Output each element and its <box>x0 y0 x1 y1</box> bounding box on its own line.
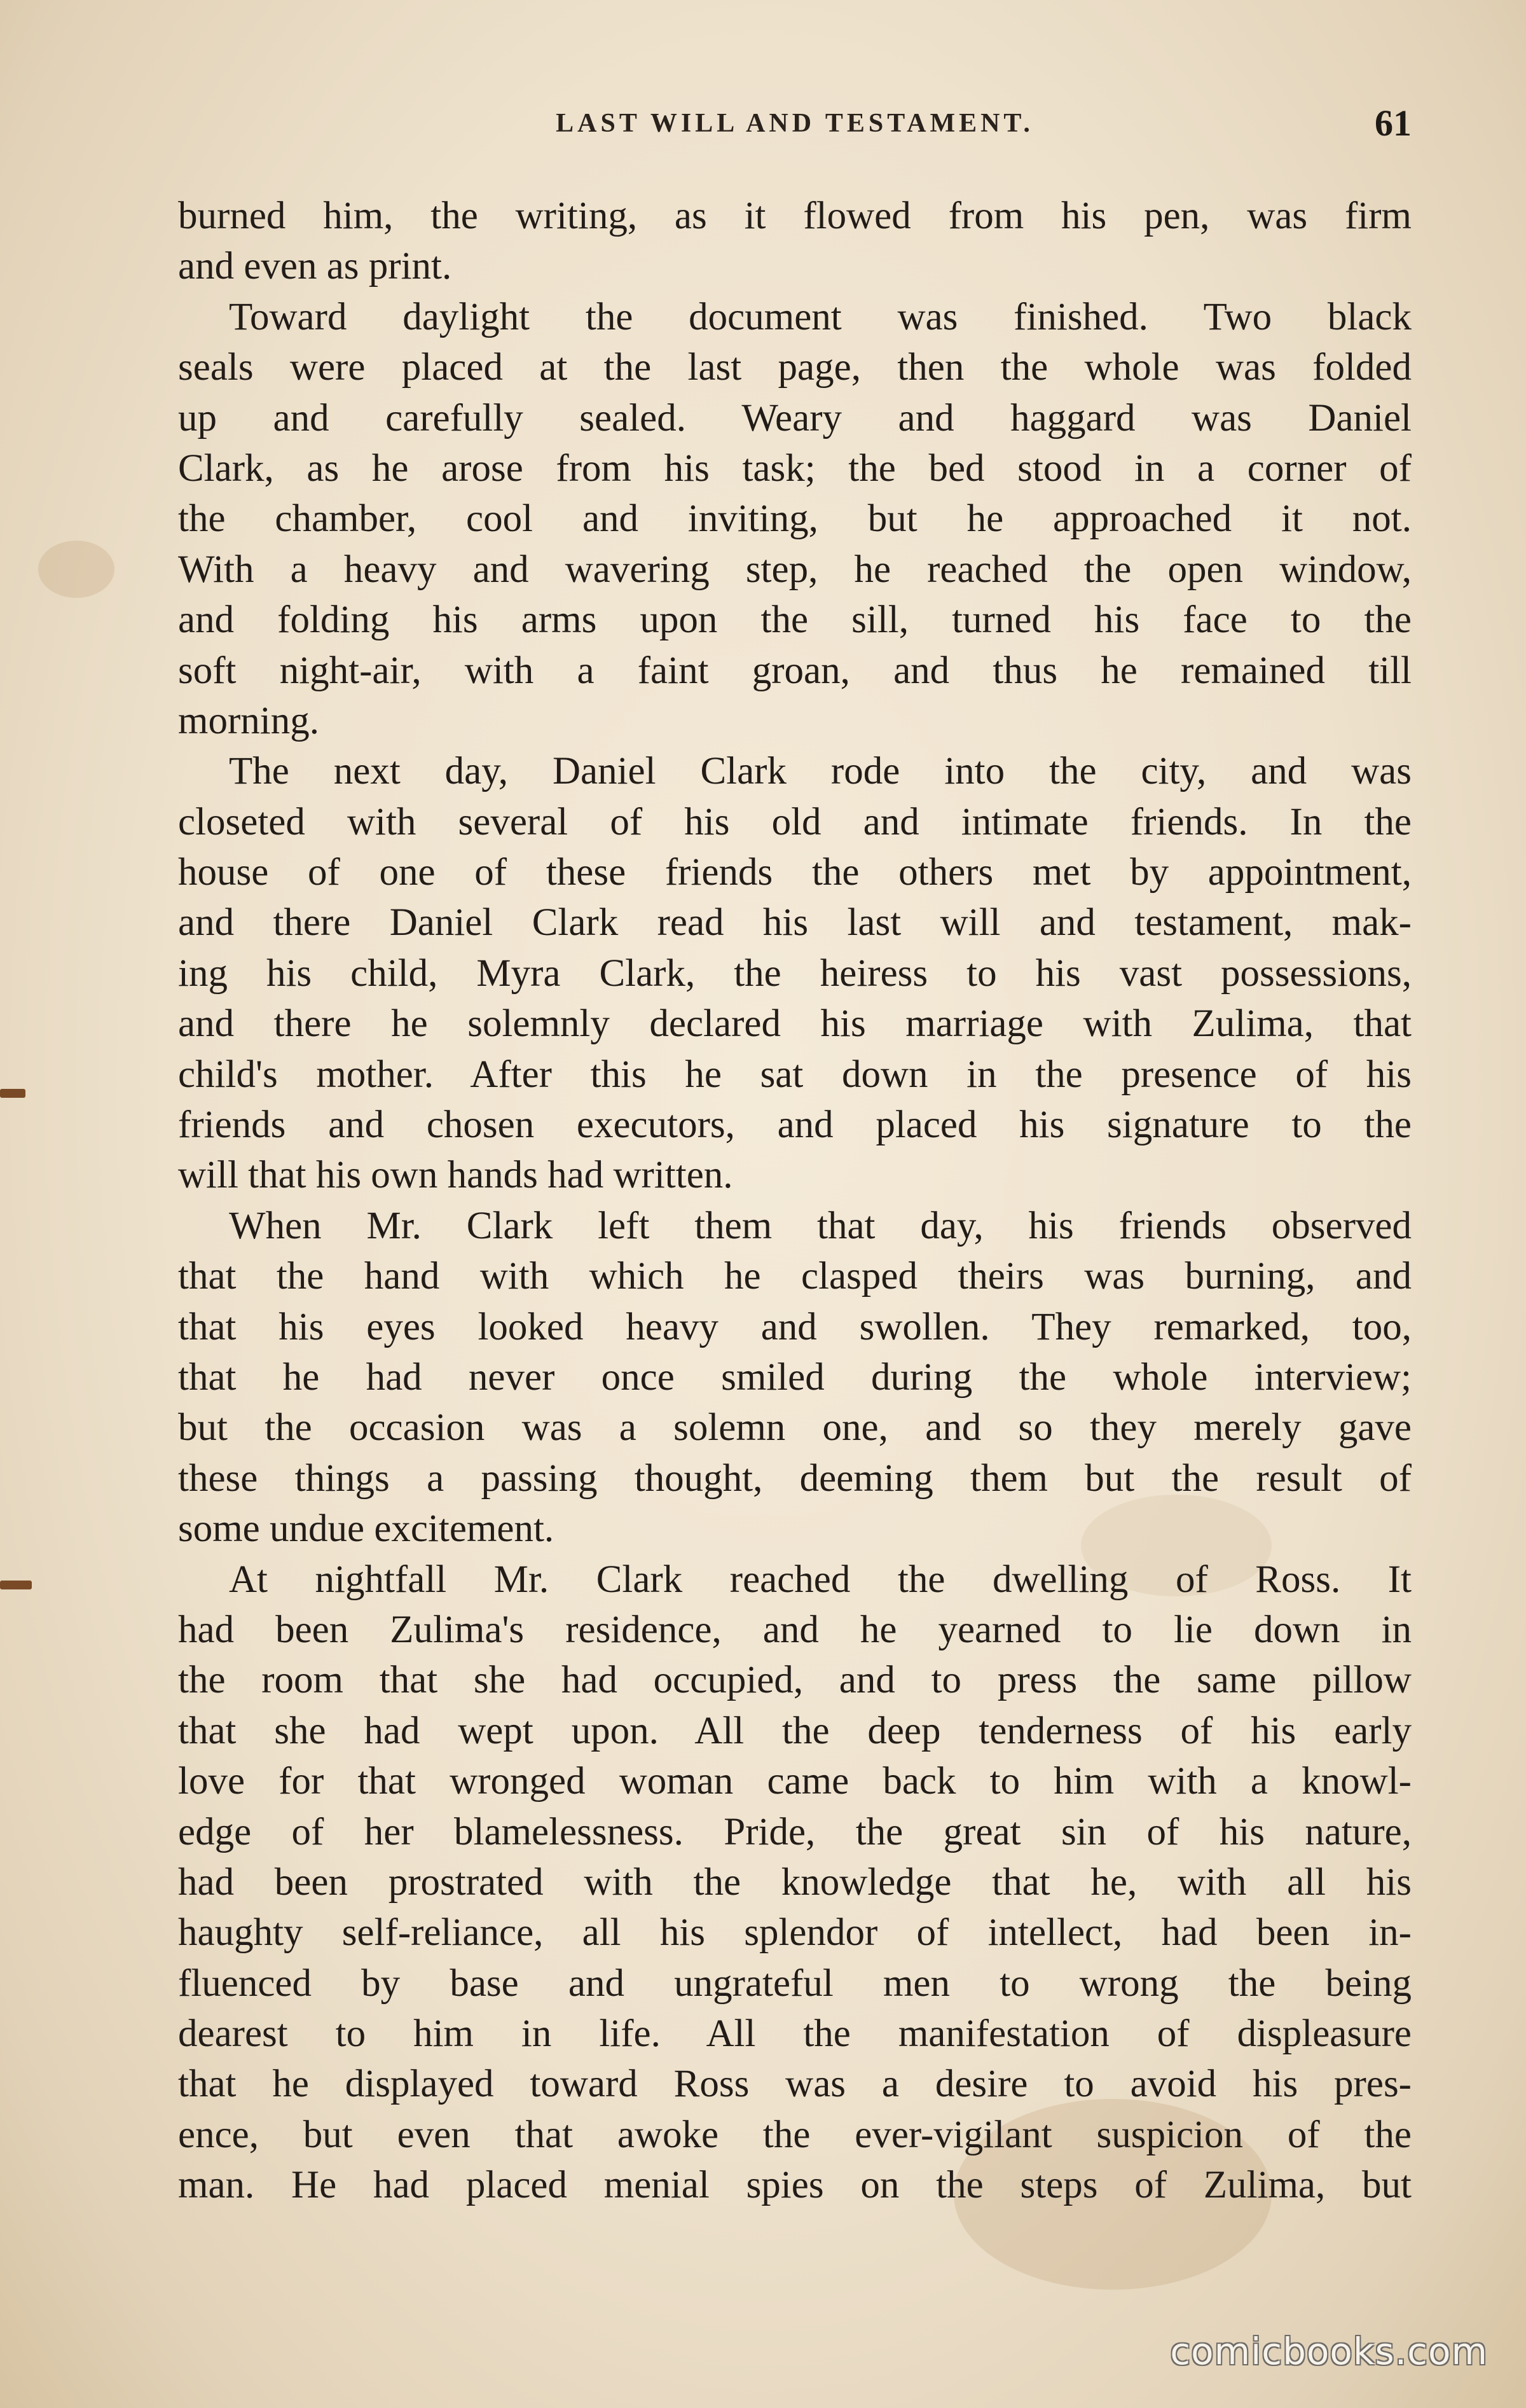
text-line: seals were placed at the last page, then the whole was folded <box>178 346 1412 389</box>
text-line: Clark, as he arose from his task; the bed stood in a corner of <box>178 446 1412 490</box>
running-title: LAST WILL AND TESTAMENT. <box>556 109 1034 138</box>
text-line: and there Daniel Clark read his last will and testament, mak- <box>178 901 1412 945</box>
running-head <box>178 95 1412 153</box>
text-line: With a heavy and wavering step, he reached the open window, <box>178 548 1412 591</box>
text-line: the chamber, cool and inviting, but he approached it not. <box>178 497 1412 541</box>
text-line: that he displayed toward Ross was a desire to avoid his pres- <box>178 2063 1412 2106</box>
page-edge-mark <box>0 1089 25 1098</box>
text-line: house of one of these friends the others met by appointment, <box>178 851 1412 894</box>
text-line: ence, but even that awoke the ever-vigilant suspicion of the <box>178 2113 1412 2156</box>
text-line: burned him, the writing, as it flowed from his pen, was firm <box>178 195 1412 237</box>
text-line: soft night-air, with a faint groan, and thus he remained till <box>178 649 1412 692</box>
text-line: and even as print. <box>178 245 452 288</box>
text-line: these things a passing thought, deeming them but the result of <box>178 1457 1412 1500</box>
text-line: that the hand with which he clasped theirs was burning, and <box>178 1255 1412 1298</box>
text-line: haughty self-reliance, all his splendor of intellect, had been in- <box>178 1911 1412 1955</box>
page-edge-mark <box>0 1581 32 1589</box>
body-text <box>178 191 1412 2211</box>
text-line: will that his own hands had written. <box>178 1154 733 1197</box>
text-line: edge of her blamelessness. Pride, the great sin of his nature, <box>178 1810 1412 1853</box>
text-line: man. He had placed menial spies on the steps of Zulima, but <box>178 2164 1412 2207</box>
text-line: When Mr. Clark left them that day, his friends observed <box>229 1204 1412 1247</box>
text-line: dearest to him in life. All the manifestation of displeasure <box>178 2012 1412 2056</box>
text-line: and folding his arms upon the sill, turned his face to the <box>178 599 1412 642</box>
text-line: friends and chosen executors, and placed his signature to the <box>178 1104 1412 1147</box>
text-line: but the occasion was a solemn one, and so they merely gave <box>178 1406 1412 1450</box>
site-watermark: comicbooks.com <box>1170 2330 1488 2373</box>
text-line: that his eyes looked heavy and swollen. They remarked, too, <box>178 1305 1412 1348</box>
text-line: that he had never once smiled during the whole interview; <box>178 1355 1412 1399</box>
text-line: The next day, Daniel Clark rode into the city, and was <box>229 750 1412 793</box>
text-line: morning. <box>178 699 319 742</box>
text-line: Toward daylight the document was finished. Two black <box>229 295 1412 338</box>
page-number: 61 <box>1375 102 1412 144</box>
text-line: closeted with several of his old and intimate friends. In the <box>178 800 1412 843</box>
text-line: love for that wronged woman came back to him with a knowl- <box>178 1760 1412 1803</box>
text-line: ing his child, Myra Clark, the heiress to his vast possessions, <box>178 951 1412 995</box>
text-line: fluenced by base and ungrateful men to wrong the being <box>178 1962 1412 2005</box>
text-line: the room that she had occupied, and to press the same pillow <box>178 1659 1412 1702</box>
text-line: some undue excitement. <box>178 1507 554 1551</box>
text-line: child's mother. After this he sat down in the presence of his <box>178 1053 1412 1096</box>
text-line: had been prostrated with the knowledge that he, with all his <box>178 1860 1412 1904</box>
text-line: had been Zulima's residence, and he yearned to lie down in <box>178 1608 1412 1651</box>
text-line: At nightfall Mr. Clark reached the dwelling of Ross. It <box>229 1558 1412 1601</box>
text-line: and there he solemnly declared his marriage with Zulima, that <box>178 1002 1412 1046</box>
paper-stain <box>38 541 114 598</box>
text-line: up and carefully sealed. Weary and haggard was Daniel <box>178 396 1412 439</box>
text-line: that she had wept upon. All the deep tenderness of his early <box>178 1709 1412 1752</box>
